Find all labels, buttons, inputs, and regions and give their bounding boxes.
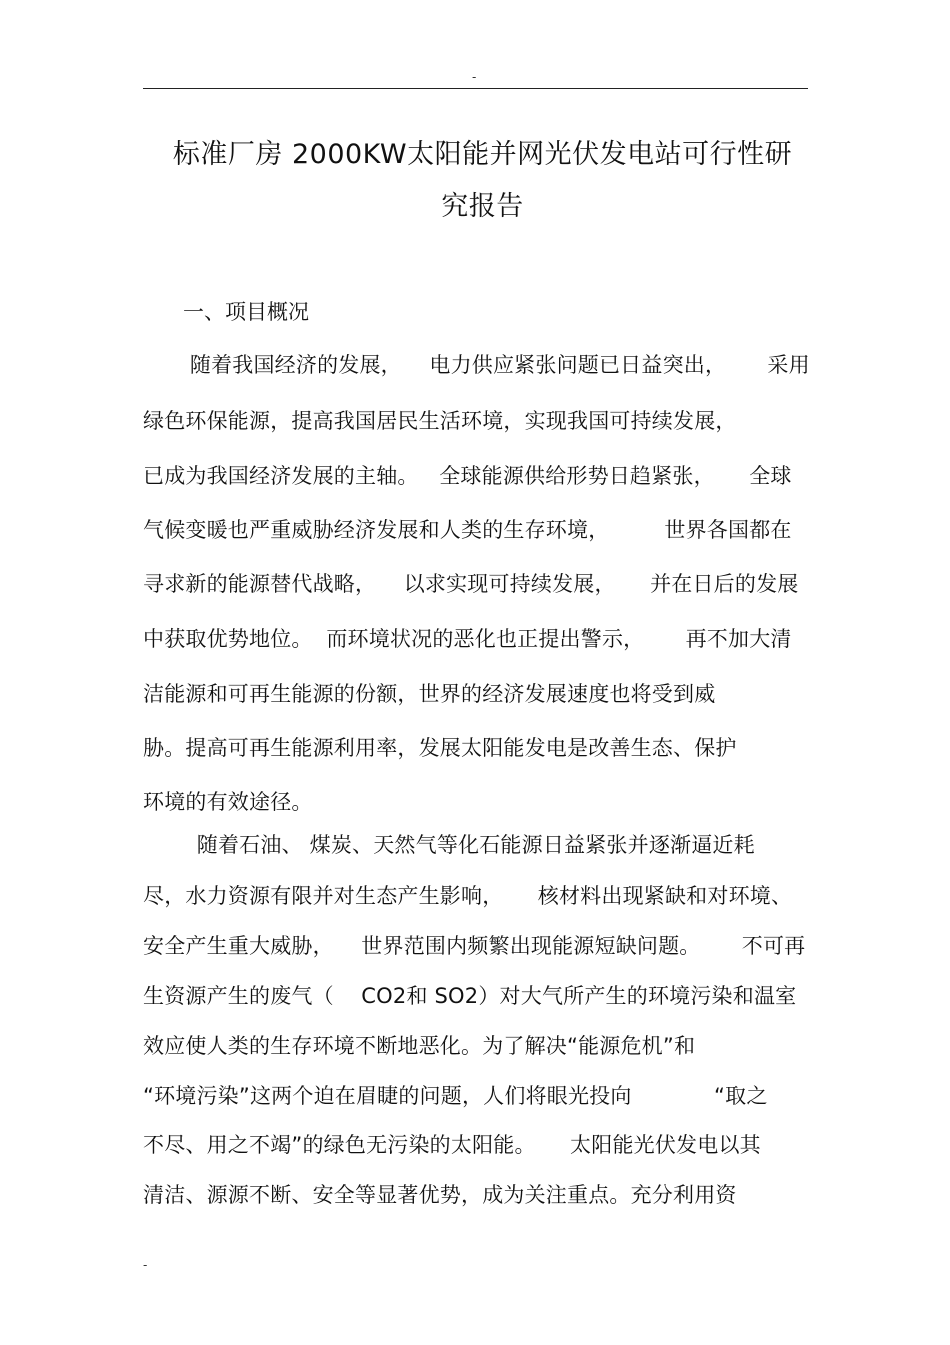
text-line: 清洁、源源不断、安全等显著优势，成为关注重点。充分利用资: [143, 1183, 737, 1207]
text-line: 效应使人类的生存环境不断地恶化。为了解决“能源危机”和: [143, 1034, 696, 1058]
text-line: 环境的有效途径。: [143, 790, 313, 814]
text-line: 已成为我国经济发展的主轴。 全球能源供给形势日趋紧张， 全球: [143, 464, 792, 488]
text-line: 安全产生重大威胁， 世界范围内频繁出现能源短缺问题。 不可再: [143, 934, 806, 958]
text-line: 气候变暖也严重威胁经济发展和人类的生存环境， 世界各国都在: [143, 518, 792, 542]
text-line: 随着石油、 煤炭、天然气等化石能源日益紧张并逐渐逼近耗: [183, 833, 755, 857]
text-line: 生资源产生的废气（ CO2和 SO2）对大气所产生的环境污染和温室: [143, 984, 797, 1008]
section-heading: 一、项目概况: [183, 300, 309, 324]
footer-mark: -: [143, 1258, 148, 1272]
document-title-line-2: 究报告: [441, 191, 524, 222]
text-line: 胁。提高可再生能源利用率，发展太阳能发电是改善生态、保护: [143, 736, 737, 760]
header-mark: -: [472, 70, 477, 84]
text-line: 中获取优势地位。 而环境状况的恶化也正提出警示， 再不加大清: [143, 627, 792, 651]
text-line: “环境污染”这两个迫在眉睫的问题，人们将眼光投向 “取之: [143, 1084, 768, 1108]
text-line: 寻求新的能源替代战略， 以求实现可持续发展， 并在日后的发展: [143, 572, 799, 596]
text-line: 绿色环保能源，提高我国居民生活环境，实现我国可持续发展，: [143, 409, 737, 433]
text-line: 尽，水力资源有限并对生态产生影响， 核材料出现紧缺和对环境、: [143, 884, 793, 908]
text-line: 洁能源和可再生能源的份额，世界的经济发展速度也将受到威: [143, 682, 716, 706]
text-line: 随着我国经济的发展， 电力供应紧张问题已日益突出， 采用: [183, 353, 810, 377]
text-line: 不尽、用之不竭”的绿色无污染的太阳能。 太阳能光伏发电以其: [143, 1133, 761, 1157]
header-rule: [143, 88, 808, 89]
document-title-line-1: 标准厂房 2000KW太阳能并网光伏发电站可行性研: [172, 139, 793, 170]
